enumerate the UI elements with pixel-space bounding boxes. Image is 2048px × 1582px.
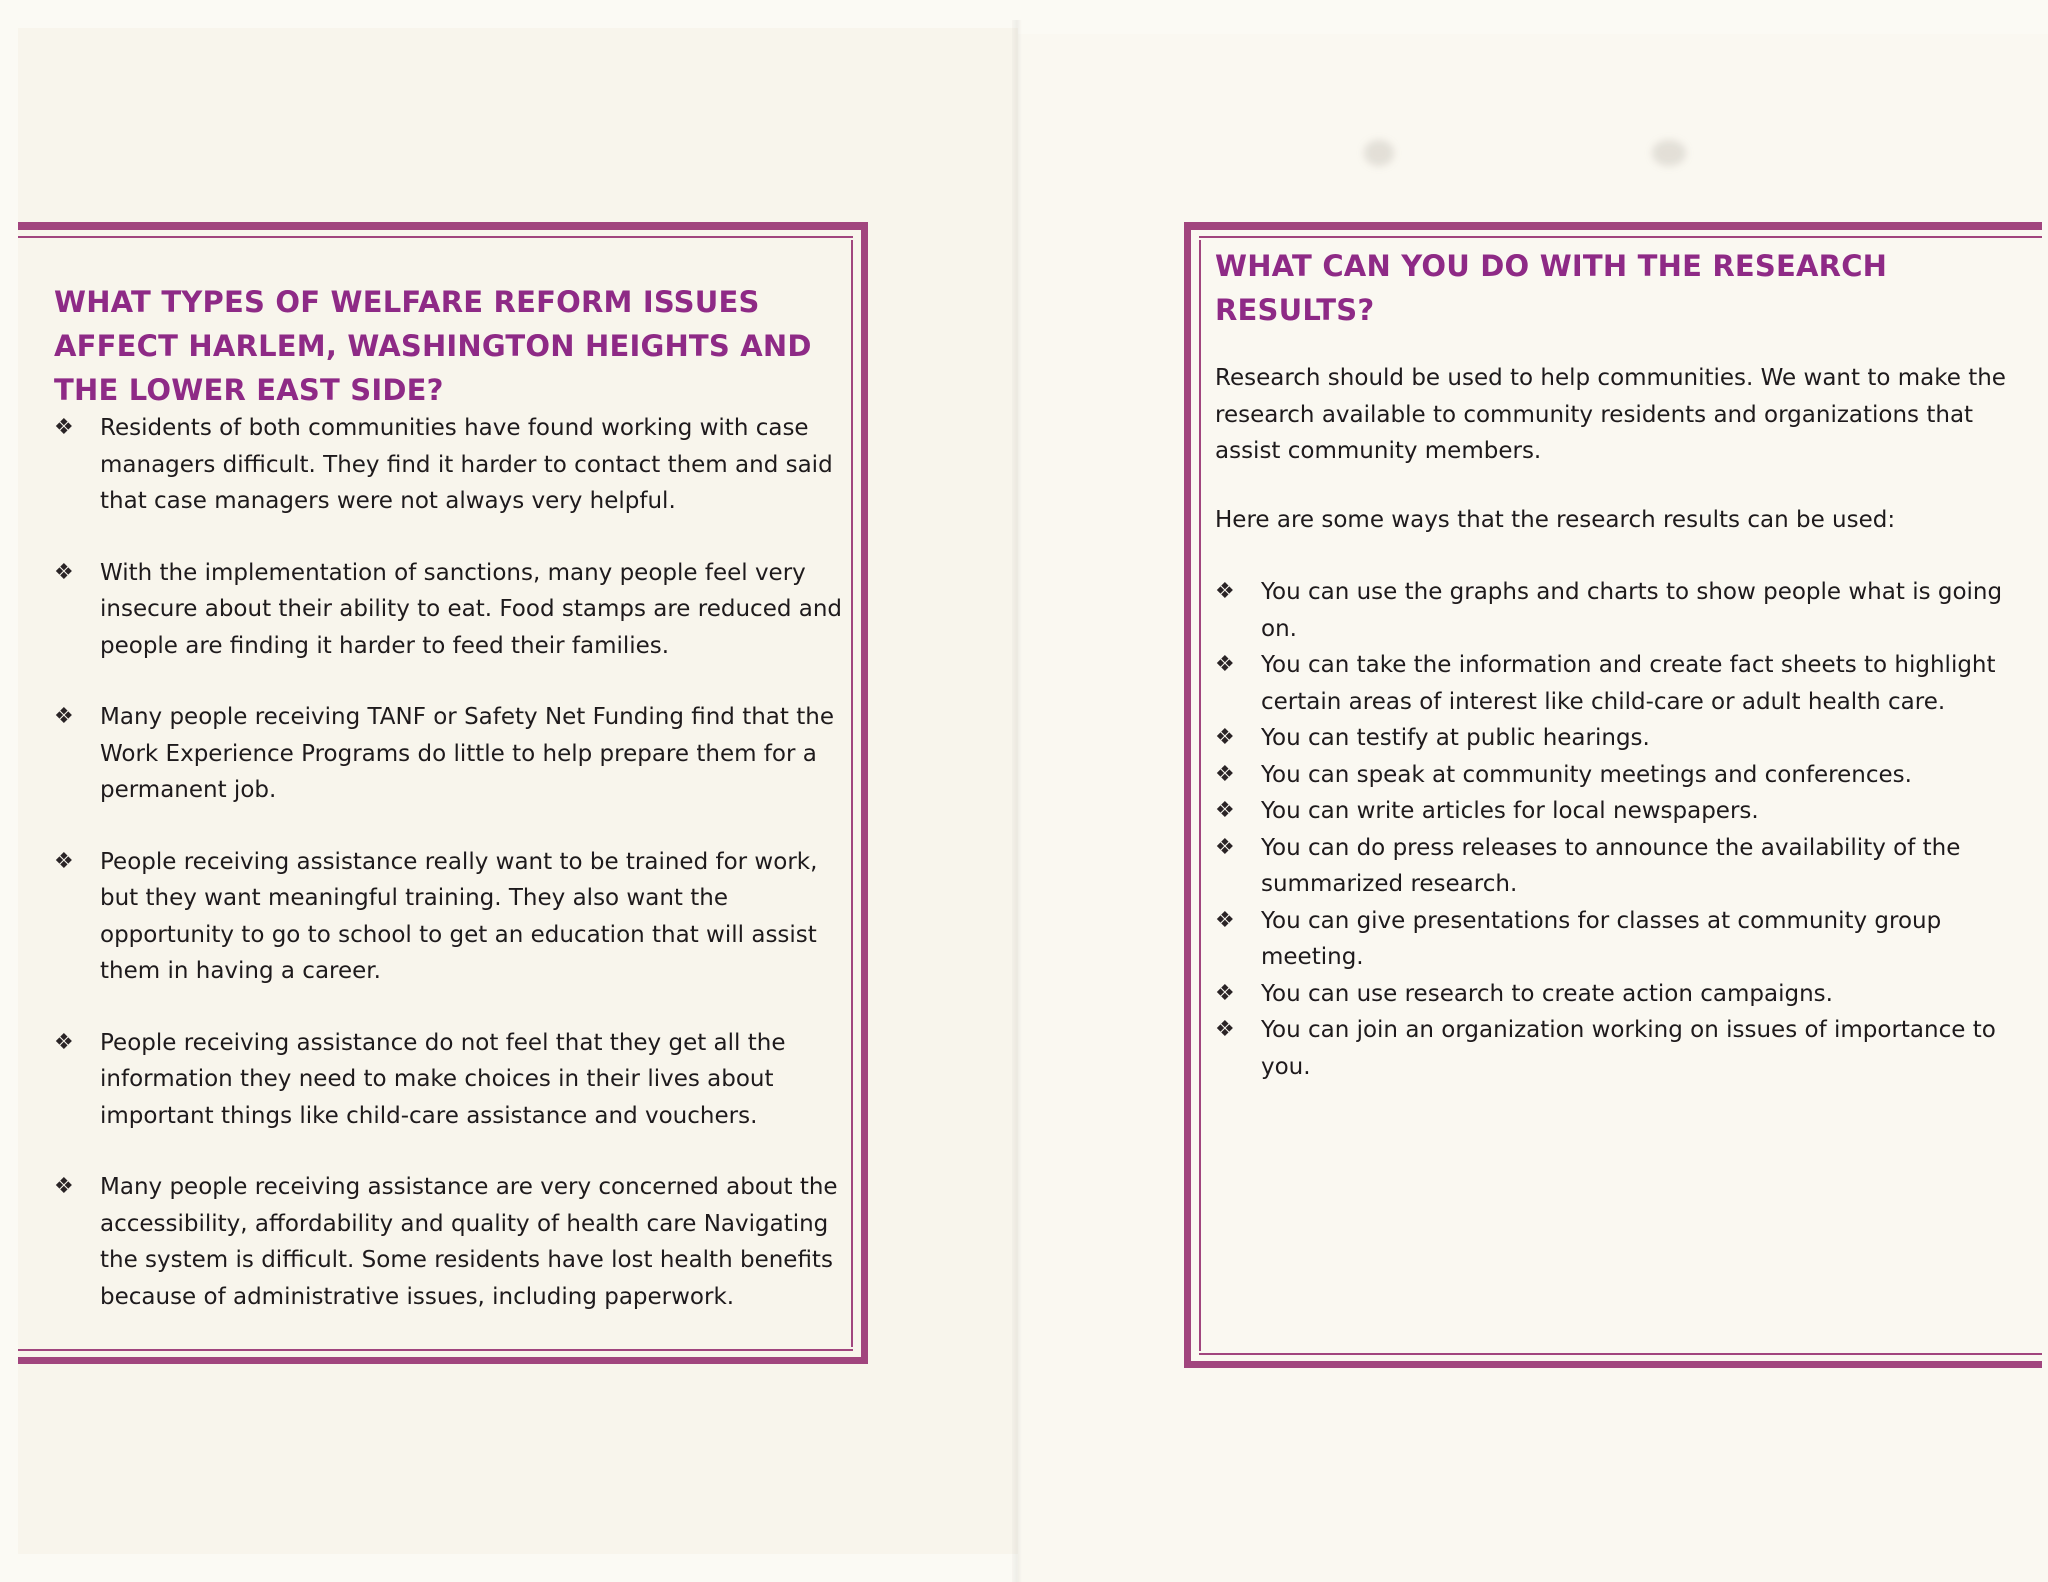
diamond-bullet-icon: ❖ [1215, 1017, 1235, 1042]
diamond-bullet-icon: ❖ [1215, 907, 1235, 933]
welfare-issues-heading: WHAT TYPES OF WELFARE REFORM ISSUES AFFECT HARLEM, WASHINGTON HEIGHTS AND THE LOWER EAST SIDE? [54, 285, 812, 407]
list-item [1215, 1012, 2015, 1085]
list-item [1215, 903, 2015, 976]
frame-rule [1199, 1353, 2042, 1355]
diamond-bullet-icon: ❖ [54, 415, 74, 440]
list-item [54, 555, 844, 665]
research-results-heading: WHAT CAN YOU DO WITH THE RESEARCH RESULTS? [1215, 249, 1888, 327]
list-item [54, 1169, 844, 1315]
list-item-text: With the implementation of sanctions, many people feel very insecure about their ability to eat. Food stamps are reduced and people are finding it harder to feed their families. [100, 559, 843, 659]
frame-rule [851, 240, 853, 1347]
diamond-bullet-icon: ❖ [54, 559, 74, 585]
list-item [54, 1025, 844, 1135]
list-item [1215, 793, 2015, 830]
list-item [1215, 720, 2015, 757]
list-item-text: People receiving assistance really want to be trained for work, but they want meaningful training. They also want the opportunity to go to school to get an education that will assist them in having a career. [100, 848, 818, 984]
list-item-text: You can use the graphs and charts to show people what is going on. [1261, 579, 2003, 642]
frame-rule [18, 236, 853, 238]
diamond-bullet-icon: ❖ [54, 1174, 74, 1199]
list-item-text: People receiving assistance do not feel that they get all the information they need to make choices in their lives about important things like child-care assistance and vouchers. [100, 1029, 786, 1129]
list-item [54, 410, 844, 520]
welfare-issues-panel [18, 222, 868, 1364]
list-item-text: You can testify at public hearings. [1261, 725, 1650, 751]
list-item-text: Many people receiving assistance are very concerned about the accessibility, affordability and quality of health care Navigating the system is difficult. Some residents have lost health benefits because of administrative issues, including paperwork. [100, 1174, 838, 1310]
list-item [1215, 757, 2015, 794]
diamond-bullet-icon: ❖ [1215, 798, 1235, 823]
list-item [54, 699, 844, 809]
list-item-text: You can speak at community meetings and conferences. [1261, 761, 1912, 788]
list-item-text: Many people receiving TANF or Safety Net Funding find that the Work Experience Programs do little to help prepare them for a permanent job. [100, 704, 834, 803]
list-item [1215, 830, 2015, 903]
diamond-bullet-icon: ❖ [1215, 834, 1235, 860]
list-item-text: You can join an organization working on issues of importance to you. [1261, 1017, 1996, 1080]
frame-rule [1199, 240, 1201, 1351]
list-item-text: You can do press releases to announce the availability of the summarized research. [1261, 834, 1961, 897]
list-item [1215, 647, 2015, 720]
page-fold [1012, 20, 1022, 1582]
diamond-bullet-icon: ❖ [1215, 980, 1235, 1006]
list-item [54, 844, 844, 990]
research-uses-list [1215, 574, 2015, 1085]
diamond-bullet-icon: ❖ [54, 704, 74, 729]
welfare-issues-list [54, 410, 844, 1350]
diamond-bullet-icon: ❖ [54, 1029, 74, 1055]
ink-smudge [1652, 140, 1686, 166]
list-item-text: You can use research to create action campaigns. [1261, 980, 1833, 1007]
diamond-bullet-icon: ❖ [1215, 579, 1235, 604]
list-item [1215, 574, 2015, 647]
list-item-text: You can take the information and create fact sheets to highlight certain areas of interest like child-care or adult health care. [1261, 652, 1996, 715]
diamond-bullet-icon: ❖ [1215, 725, 1235, 750]
list-item-text: You can give presentations for classes at community group meeting. [1261, 907, 1942, 970]
research-results-panel [1184, 222, 2042, 1368]
research-intro-paragraph: Research should be used to help communities. We want to make the research available to community residents and organizations that assist community members. [1215, 365, 2006, 464]
frame-rule [1199, 236, 2042, 238]
ink-smudge [1364, 140, 1394, 166]
list-item [1215, 976, 2015, 1013]
diamond-bullet-icon: ❖ [1215, 761, 1235, 787]
list-item-text: Residents of both communities have found working with case managers difficult. They find it harder to contact them and said that case managers were not always very helpful. [100, 415, 833, 514]
research-lead-sentence: Here are some ways that the research results can be used: [1215, 507, 1896, 533]
diamond-bullet-icon: ❖ [1215, 652, 1235, 677]
diamond-bullet-icon: ❖ [54, 848, 74, 874]
list-item-text: You can write articles for local newspapers. [1261, 798, 1759, 824]
